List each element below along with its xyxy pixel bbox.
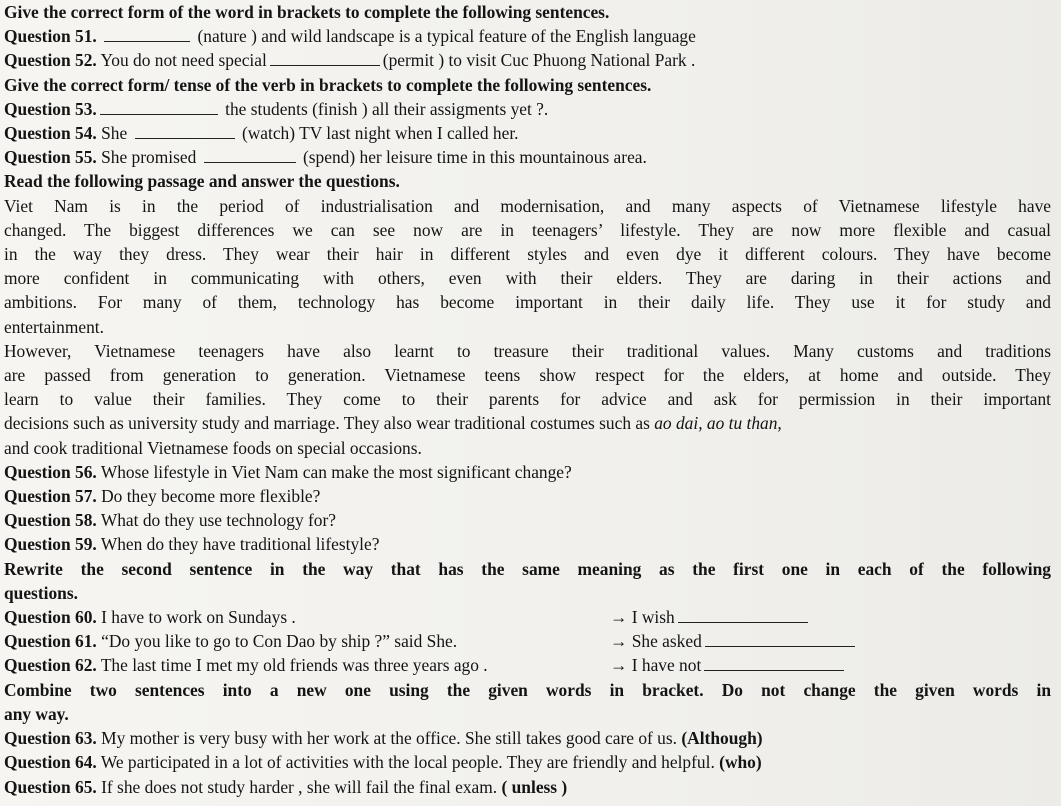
question-hint: (who)	[719, 752, 762, 773]
section-heading-rewrite: Rewrite the second sentence in the way that has the same meaning as the first one in each of the following	[4, 558, 1051, 579]
rewrite-prompt	[610, 629, 858, 653]
question-text: We participated in a lot of activities with the local people. They are friendly and helpful.	[100, 752, 715, 773]
question-63	[4, 726, 1051, 750]
question-text: the students (finish ) all their assigments yet ?.	[225, 98, 549, 119]
section-heading-word-form: Give the correct form of the word in brackets to complete the following sentences.	[4, 2, 610, 22]
answer-blank[interactable]	[678, 607, 808, 623]
passage-line-text: decisions such as university study and marriage. They also wear traditional costumes such as	[4, 413, 650, 434]
answer-blank[interactable]	[705, 631, 855, 647]
question-52	[4, 48, 1051, 72]
question-label: Question 63.	[4, 728, 97, 749]
section-heading-combine: Combine two sentences into a new one using the given words in bracket. Do not change the given words in	[4, 679, 1051, 700]
question-label: Question 57.	[4, 486, 97, 507]
section-heading-reading: Read the following passage and answer the questions.	[4, 171, 400, 192]
question-58	[4, 508, 1051, 532]
question-61	[4, 629, 1051, 653]
passage-italic-terms: ao dai, ao tu than,	[654, 413, 782, 434]
question-60	[4, 605, 1051, 629]
question-text: The last time I met my old friends was three years ago .	[100, 655, 488, 676]
passage-paragraph-2	[4, 339, 1051, 460]
passage-line: However, Vietnamese teenagers have also learnt to treasure their traditional values. Many customs and traditions	[4, 340, 1051, 361]
question-text: If she does not study harder , she will fail the final exam.	[101, 776, 498, 797]
question-text: What do they use technology for?	[100, 510, 336, 531]
question-text: When do they have traditional lifestyle?	[100, 534, 380, 555]
answer-blank[interactable]	[704, 655, 844, 671]
passage-line: entertainment.	[4, 316, 104, 337]
answer-blank[interactable]	[135, 123, 235, 139]
answer-blank[interactable]	[204, 147, 296, 163]
question-55	[4, 145, 1051, 169]
question-57	[4, 484, 1051, 508]
question-text: “Do you like to go to Con Dao by ship ?” said She.	[101, 631, 458, 652]
passage-line: are passed from generation to generation. Vietnamese teens show respect for the elders, at home and outside. They	[4, 365, 1051, 386]
answer-blank[interactable]	[104, 26, 190, 42]
question-text: Whose lifestyle in Viet Nam can make the most significant change?	[100, 461, 572, 482]
question-text: (watch) TV last night when I called her.	[241, 123, 519, 144]
section-heading-rewrite-cont: questions.	[4, 582, 78, 603]
rewrite-start: → I wish	[610, 607, 675, 628]
question-64	[4, 750, 1051, 774]
question-hint: (Although)	[681, 728, 763, 749]
question-text: (spend) her leisure time in this mountainous area.	[303, 147, 647, 168]
question-label: Question 59.	[4, 534, 97, 555]
passage-line: changed. The biggest differences we can see now are in teenagers’ lifestyle. They are now more flexible and casual	[4, 219, 1051, 240]
question-56	[4, 460, 1051, 484]
question-text-pre: She promised	[101, 147, 197, 168]
passage-line: in the way they dress. They wear their hair in different styles and even dye it different colours. They have become	[4, 244, 1051, 265]
question-text: (nature ) and wild landscape is a typical feature of the English language	[197, 26, 696, 47]
question-label: Question 65.	[4, 776, 97, 797]
passage-paragraph-1	[4, 194, 1051, 339]
question-53	[4, 97, 1051, 121]
question-hint: ( unless )	[501, 776, 568, 797]
section-heading-verb-tense: Give the correct form/ tense of the verb in brackets to complete the following sentences.	[4, 74, 652, 95]
question-label: Question 55.	[4, 147, 97, 168]
question-59	[4, 532, 1051, 556]
question-text: Do they become more flexible?	[101, 486, 321, 507]
question-text: I have to work on Sundays .	[101, 607, 296, 628]
question-65	[4, 775, 1051, 799]
passage-line: ambitions. For many of them, technology has become important in their daily life. They use it for study and	[4, 292, 1051, 313]
question-label: Question 52.	[4, 50, 97, 71]
rewrite-start: → She asked	[610, 631, 702, 652]
passage-line: Viet Nam is in the period of industrialisation and modernisation, and many aspects of Vietnamese lifestyle have	[4, 195, 1051, 216]
question-label: Question 54.	[4, 123, 97, 144]
question-62	[4, 653, 1051, 677]
passage-line	[4, 411, 1051, 435]
answer-blank[interactable]	[270, 50, 380, 66]
answer-blank[interactable]	[100, 99, 218, 115]
rewrite-prompt	[610, 605, 811, 629]
question-text: (permit ) to visit Cuc Phuong National Park .	[382, 50, 696, 71]
rewrite-start: → I have not	[610, 655, 702, 676]
question-54	[4, 121, 1051, 145]
question-51	[4, 24, 1051, 48]
question-label: Question 51.	[4, 26, 97, 47]
question-label: Question 62.	[4, 655, 97, 676]
passage-line: and cook traditional Vietnamese foods on special occasions.	[4, 437, 422, 458]
rewrite-prompt	[610, 653, 847, 677]
question-label: Question 58.	[4, 510, 97, 531]
question-label: Question 64.	[4, 752, 97, 773]
section-heading-combine-cont: any way.	[4, 703, 69, 724]
passage-line: learn to value their families. They come to their parents for advice and ask for permission in their important	[4, 389, 1051, 410]
question-label: Question 56.	[4, 461, 97, 482]
question-label: Question 61.	[4, 631, 97, 652]
question-text: My mother is very busy with her work at the office. She still takes good care of us.	[101, 728, 677, 749]
question-label: Question 53.	[4, 98, 97, 119]
question-text-pre: You do not need special	[100, 50, 267, 71]
question-label: Question 60.	[4, 607, 97, 628]
passage-line: more confident in communicating with others, even with their elders. They are daring in their actions and	[4, 268, 1051, 289]
question-text-pre: She	[101, 123, 128, 144]
